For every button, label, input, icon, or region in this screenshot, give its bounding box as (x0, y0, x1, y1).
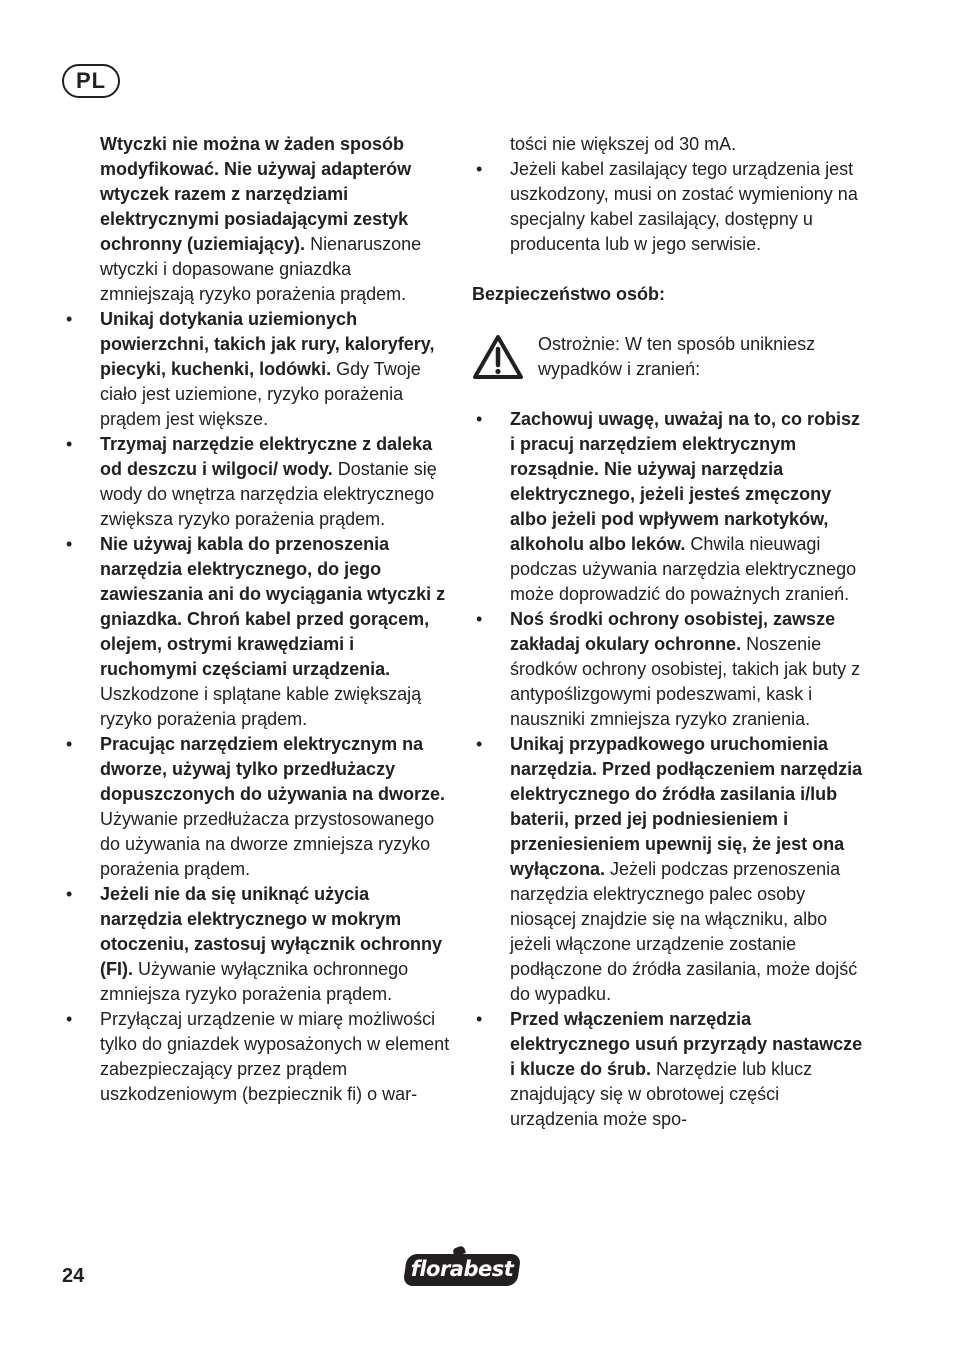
bullet: • (66, 1009, 73, 1029)
item-text: Narzędzie lub klucz znajdujący się w obrotowej części urządzenia może spo- (510, 1059, 813, 1129)
list-item (62, 432, 450, 532)
list-item (62, 1007, 450, 1107)
list-item (472, 607, 864, 732)
list-item (472, 1007, 864, 1132)
item-text: Gdy Twoje ciało jest uziemione, ryzyko porażenia prądem jest większe. (100, 359, 421, 429)
item-bold-text: Nie używaj kabla do przenoszenia narzędzia elektrycznego, do jego zawieszania ani do wyciągania wtyczki z gniazdka. Chroń kabel przed gorącem, olejem, ostrymi krawędziami i ruchomymi częściami urządzenia. (100, 534, 446, 679)
item-bold-text: Przed włączeniem narzędzia elektrycznego usuń przyrządy nastawcze i klucze do śrub. (510, 1009, 863, 1079)
item-bold-text: Pracując narzędziem elektrycznym na dworze, używaj tylko przedłużaczy dopuszczonych do używania na dworze. (100, 734, 446, 804)
list-item (62, 882, 450, 1007)
item-text: Noszenie środków ochrony osobistej, takich jak buty z antypoślizgowymi podeszwami, kask i nauszniki zmniejsza ryzyko zranienia. (510, 634, 861, 729)
caution-text: Ostrożnie: W ten sposób unikniesz wypadków i zranień: (538, 334, 816, 379)
bullet: • (476, 609, 483, 629)
item-text: Uszkodzone i splątane kable zwiększają ryzyko porażenia prądem. (100, 684, 422, 729)
bullet: • (66, 309, 73, 329)
bullet: • (476, 734, 483, 754)
logo-text: florabest (410, 1257, 514, 1281)
item-text: Używanie wyłącznika ochronnego zmniejsza ryzyko porażenia prądem. (100, 959, 409, 1004)
bullet: • (66, 734, 73, 754)
item-bold-text: Wtyczki nie można w żaden sposób modyfikować. Nie używaj adapterów wtyczek razem z narzędziami elektrycznymi posiadającymi zestyk ochronny (uziemiający). (100, 134, 412, 254)
list-item (472, 157, 864, 257)
bullet: • (66, 534, 73, 554)
caution-notice (472, 332, 864, 407)
section-heading: Bezpieczeństwo osób: (472, 284, 666, 304)
item-text: Nienaruszone wtyczki i dopasowane gniazdka zmniejszają ryzyko porażenia prądem. (100, 234, 422, 304)
bullet: • (66, 434, 73, 454)
list-item (472, 732, 864, 1007)
list-item (472, 132, 864, 157)
item-bold-text: Jeżeli nie da się uniknąć użycia narzędzia elektrycznego w mokrym otoczeniu, zastosuj wyłącznik ochronny (FI). (100, 884, 443, 979)
list-item (472, 407, 864, 607)
item-bold-text: Unikaj przypadkowego uruchomienia narzędzia. Przed podłączeniem narzędzia elektrycznego do źródła zasilania i/lub baterii, przed jej podniesieniem i przeniesieniem upewnij się, że jest ona wyłączona. (510, 734, 863, 879)
item-text: Jeżeli kabel zasilający tego urządzenia jest uszkodzony, musi on zostać wymieniony na specjalny kabel zasilający, dostępny u producenta lub w jego serwisie. (510, 159, 858, 254)
warning-triangle-icon (472, 334, 524, 380)
item-bold-text: Zachowuj uwagę, uważaj na to, co robisz i pracuj narzędziem elektrycznym rozsądnie. Nie używaj narzędzia elektrycznego, jeżeli jesteś zmęczony albo jeżeli pod wpływem narkotyków, alkoholu albo leków. (510, 409, 861, 554)
item-bold-text: Unikaj dotykania uziemionych powierzchni, takich jak rury, kaloryfery, piecyki, kuchenki, lodówki. (100, 309, 435, 379)
bullet: • (476, 409, 483, 429)
item-bold-text: Noś środki ochrony osobistej, zawsze zakładaj okulary ochronne. (510, 609, 836, 654)
item-text: Przyłączaj urządzenie w miarę możliwości tylko do gniazdek wyposażonych w element zabezpieczający przez prądem uszkodzeniowym (bezpiecznik fi) o war- (100, 1009, 450, 1104)
bullet: • (66, 884, 73, 904)
page-number: 24 (62, 1265, 85, 1287)
item-text: Dostanie się wody do wnętrza narzędzia elektrycznego zwiększa ryzyko porażenia prądem. (100, 459, 437, 529)
florabest-logo (405, 1247, 521, 1287)
bullet: • (476, 1009, 483, 1029)
item-text: Jeżeli podczas przenoszenia narzędzia elektrycznego palec osoby niosącej znajdzie się na włączniku, albo jeżeli włączone urządzenie zostanie podłączone do źródła zasilania, może dojść do wypadku. (510, 859, 858, 1004)
left-column (62, 132, 450, 1107)
item-text: Używanie przedłużacza przystosowanego do używania na dworze zmniejsza ryzyko porażenia prądem. (100, 809, 435, 879)
list-item (62, 307, 450, 432)
list-item (62, 732, 450, 882)
item-bold-text: Trzymaj narzędzie elektryczne z daleka od deszczu i wilgoci/ wody. (100, 434, 433, 479)
language-badge: PL (62, 64, 120, 98)
list-item (62, 532, 450, 732)
list-item (62, 132, 450, 307)
item-text: Chwila nieuwagi podczas używania narzędzia elektrycznego może doprowadzić do poważnych zranień. (510, 534, 857, 604)
bullet: • (476, 159, 483, 179)
item-text: tości nie większej od 30 mA. (510, 134, 737, 154)
right-column (472, 132, 864, 1132)
